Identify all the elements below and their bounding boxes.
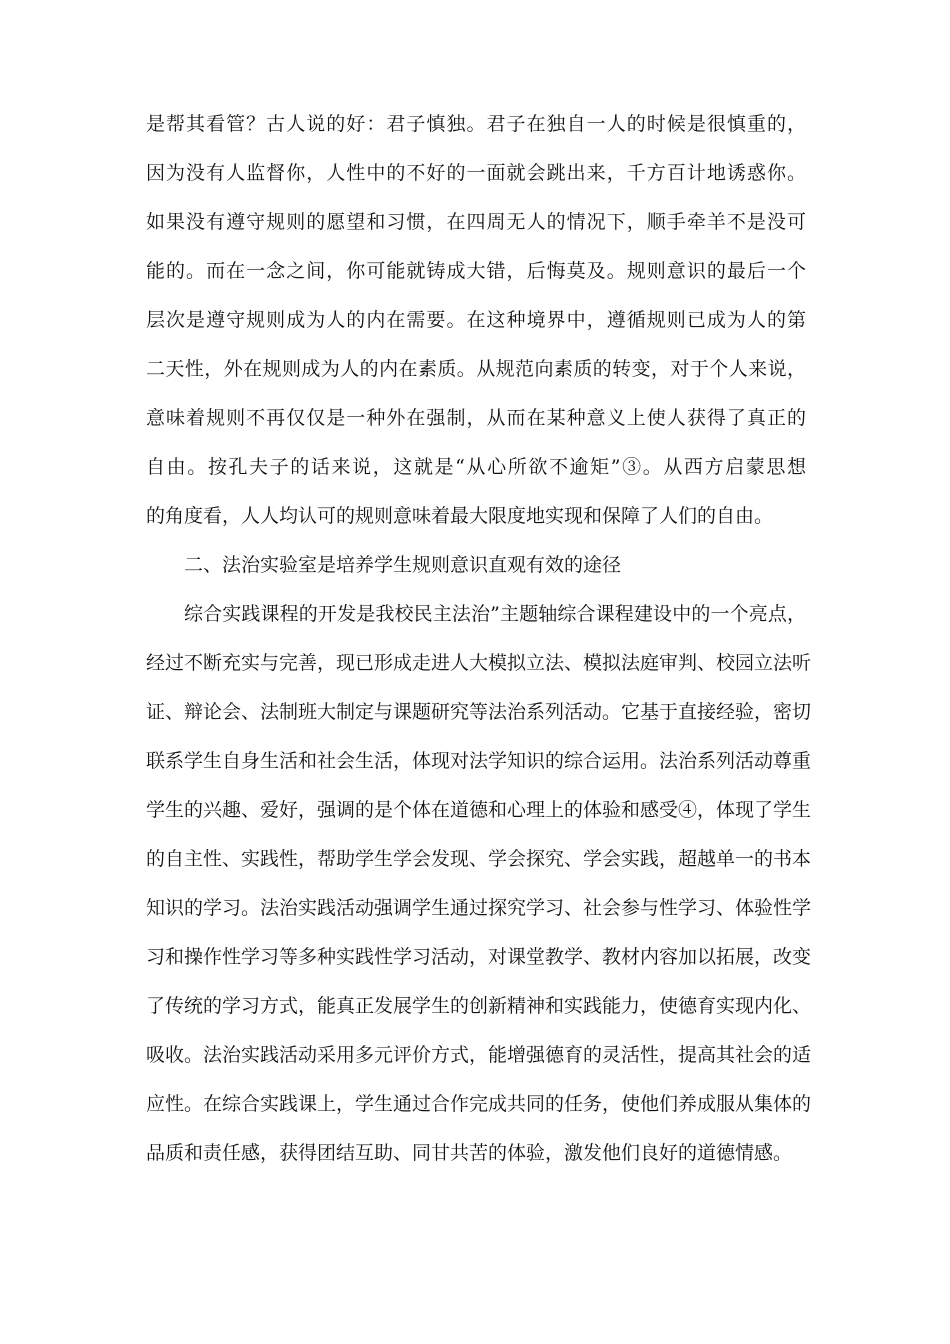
- text-line: 自由。按孔夫子的话来说，这就是“从心所欲不逾矩”③。从西方启蒙思想: [146, 456, 806, 478]
- document-body: [146, 100, 812, 1178]
- text-line: 意味着规则不再仅仅是一种外在强制，从而在某种意义上使人获得了真正的: [146, 407, 806, 429]
- text-line: 能的。而在一念之间，你可能就铸成大错，后悔莫及。规则意识的最后一个: [146, 260, 806, 282]
- text-line: 品质和责任感，获得团结互助、同甘共苦的体验，激发他们良好的道德情感。: [146, 1142, 793, 1164]
- paragraph-2: [146, 590, 812, 1178]
- text-line: 知识的学习。法治实践活动强调学生通过探究学习、社会参与性学习、体验性学: [146, 897, 812, 919]
- text-line: 的自主性、实践性，帮助学生学会发现、学会探究、学会实践，超越单一的书本: [146, 848, 812, 870]
- text-line: 是帮其看管？古人说的好：君子慎独。君子在独自一人的时候是很慎重的，: [146, 113, 806, 135]
- text-line: 习和操作性学习等多种实践性学习活动，对课堂教学、教材内容加以拓展，改变: [146, 946, 812, 968]
- text-line: 吸收。法治实践活动采用多元评价方式，能增强德育的灵活性，提高其社会的适: [146, 1044, 812, 1066]
- paragraph-1: [146, 100, 806, 541]
- section-heading: 二、法治实验室是培养学生规则意识直观有效的途径: [184, 554, 622, 576]
- text-line: 了传统的学习方式，能真正发展学生的创新精神和实践能力，使德育实现内化、: [146, 995, 812, 1017]
- text-line: 综合实践课程的开发是我校民主法治”主题轴综合课程建设中的一个亮点，: [184, 603, 806, 625]
- text-line: 学生的兴趣、爱好，强调的是个体在道德和心理上的体验和感受④，体现了学生: [146, 799, 812, 821]
- text-line: 经过不断充实与完善，现已形成走进人大模拟立法、模拟法庭审判、校园立法听: [146, 652, 812, 674]
- text-line: 二天性，外在规则成为人的内在素质。从规范向素质的转变，对于个人来说，: [146, 358, 806, 380]
- text-line: 联系学生自身生活和社会生活，体现对法学知识的综合运用。法治系列活动尊重: [146, 750, 812, 772]
- text-line: 因为没有人监督你，人性中的不好的一面就会跳出来，千方百计地诱惑你。: [146, 162, 806, 184]
- text-line: 的角度看，人人均认可的规则意味着最大限度地实现和保障了人们的自由。: [146, 505, 774, 527]
- text-line: 层次是遵守规则成为人的内在需要。在这种境界中，遵循规则已成为人的第: [146, 309, 806, 331]
- text-line: 应性。在综合实践课上，学生通过合作完成共同的任务，使他们养成服从集体的: [146, 1093, 812, 1115]
- text-line: 证、辩论会、法制班大制定与课题研究等法治系列活动。它基于直接经验，密切: [146, 701, 812, 723]
- text-line: 如果没有遵守规则的愿望和习惯，在四周无人的情况下，顺手牵羊不是没可: [146, 211, 806, 233]
